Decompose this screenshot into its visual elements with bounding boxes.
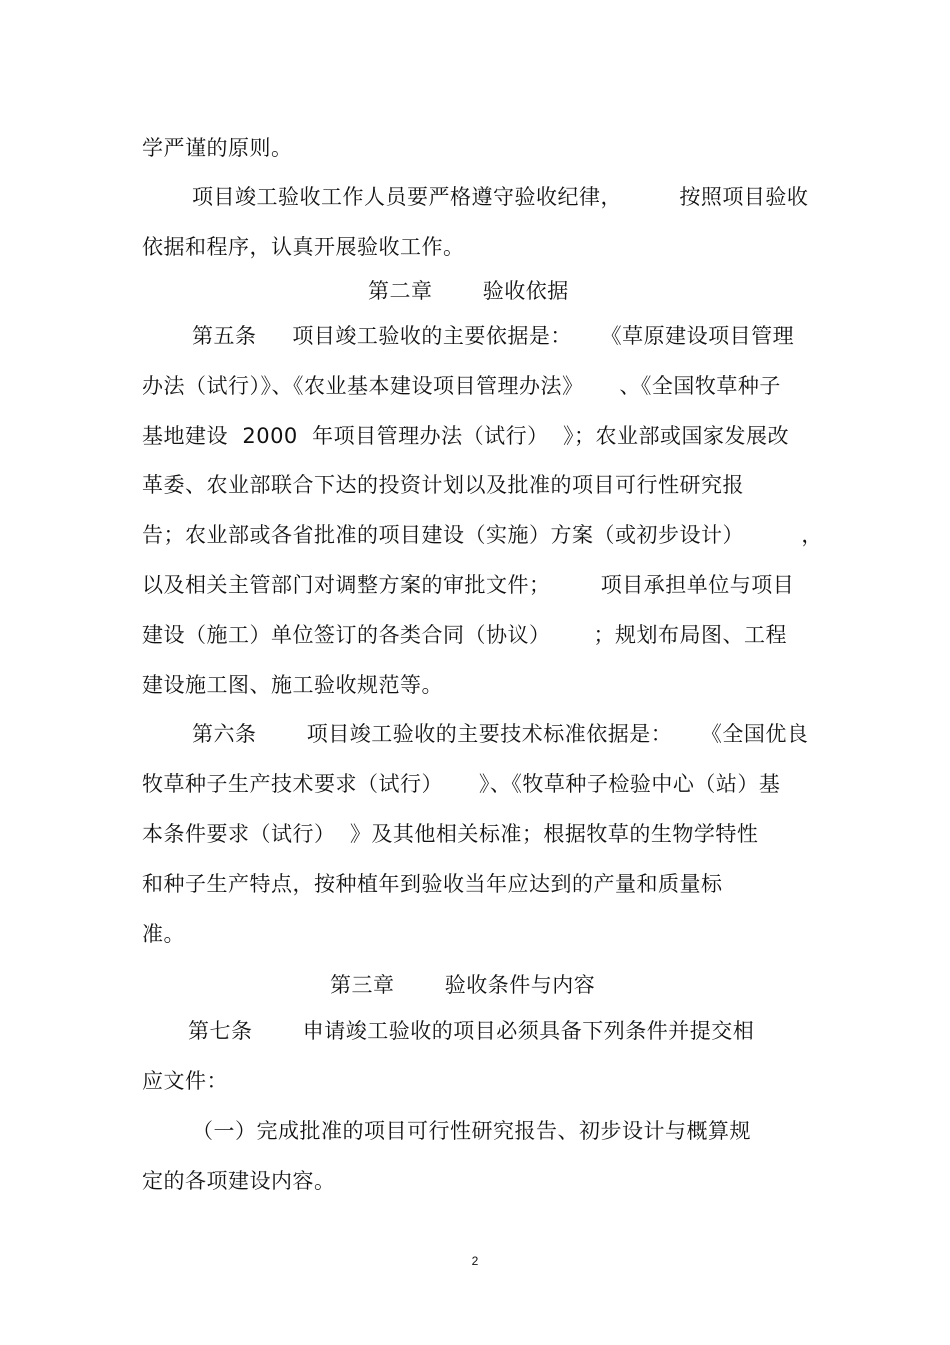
paragraph-line: 告；农业部或各省批准的项目建设（实施）方案（或初步设计） ，: [142, 523, 823, 547]
paragraph-line: 第七条 申请竣工验收的项目必须具备下列条件并提交相: [188, 1019, 755, 1043]
paragraph-line: 定的各项建设内容。: [142, 1169, 336, 1193]
paragraph-line: 第六条 项目竣工验收的主要技术标准依据是： 《全国优良: [192, 722, 809, 746]
paragraph-line: 基地建设 2000 年项目管理办法（试行） 》；农业部或国家发展改: [142, 424, 789, 448]
paragraph-line: 第五条 项目竣工验收的主要依据是： 《草原建设项目管理: [192, 324, 795, 348]
chapter-heading: 第三章 验收条件与内容: [330, 973, 596, 997]
paragraph-line: 以及相关主管部门对调整方案的审批文件； 项目承担单位与项目: [142, 573, 795, 597]
paragraph-line: 和种子生产特点，按种植年到验收当年应达到的产量和质量标: [142, 872, 723, 896]
chapter-heading: 第二章 验收依据: [368, 279, 569, 303]
paragraph-line: 项目竣工验收工作人员要严格遵守验收纪律， 按照项目验收: [192, 185, 809, 209]
paragraph-line: 本条件要求（试行） 》及其他相关标准；根据牧草的生物学特性: [142, 822, 759, 846]
paragraph-line: 牧草种子生产技术要求（试行） 》、《牧草种子检验中心（站）基: [142, 772, 781, 796]
paragraph-line: 办法（试行）》、《农业基本建设项目管理办法》 、《全国牧草种子: [142, 374, 781, 398]
paragraph-line: 应文件：: [142, 1069, 228, 1093]
paragraph-line: 准。: [142, 922, 185, 946]
paragraph-line: 革委、农业部联合下达的投资计划以及批准的项目可行性研究报: [142, 473, 744, 497]
paragraph-line: 依据和程序，认真开展验收工作。: [142, 235, 465, 259]
page-number: 2: [471, 1254, 479, 1268]
paragraph-line: 建设（施工）单位签订的各类合同（协议） ；规划布局图、工程: [142, 623, 788, 647]
paragraph-line: （一）完成批准的项目可行性研究报告、初步设计与概算规: [192, 1119, 751, 1143]
paragraph-line: 建设施工图、施工验收规范等。: [142, 673, 443, 697]
paragraph-line: 学严谨的原则。: [142, 136, 293, 160]
